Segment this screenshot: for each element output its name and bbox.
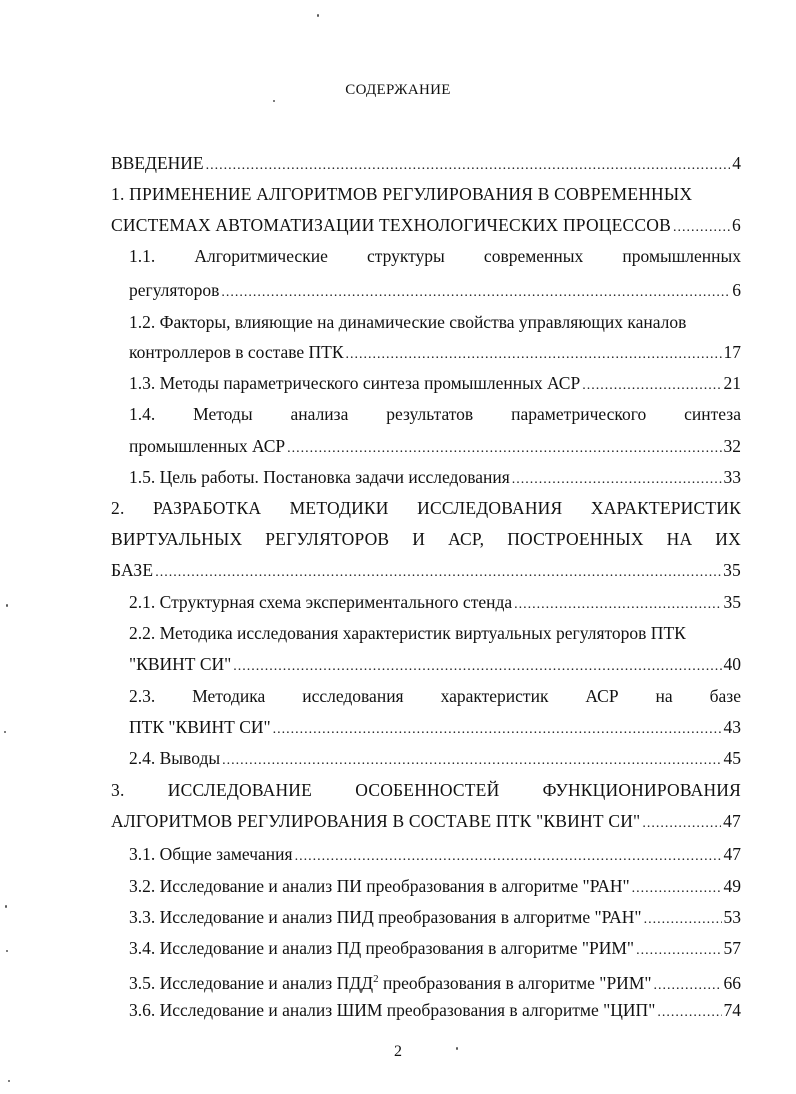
toc-page-number: 66 [723, 972, 741, 993]
toc-page-number: 35 [723, 560, 741, 580]
toc-entry-title: 2.1. Структурная схема экспериментального стенда [129, 592, 513, 612]
superscript: 2 [373, 973, 379, 985]
scan-speck [317, 14, 319, 17]
toc-entry-2-3-line-1[interactable] [129, 683, 741, 709]
toc-entry-3-2[interactable] [129, 873, 741, 899]
toc-word: ИССЛЕДОВАНИЕ [167, 780, 313, 800]
toc-entry-2-4[interactable] [129, 745, 741, 771]
dot-leader [642, 811, 721, 837]
toc-page-number: 43 [723, 717, 741, 737]
toc-entry-3-1[interactable] [129, 841, 741, 867]
toc-title-part: 3.5. Исследование и анализ ПДД [129, 972, 374, 993]
toc-entry-chapter-2-line-2[interactable] [111, 526, 741, 552]
toc-word: ИХ [715, 529, 741, 549]
page-title: СОДЕРЖАНИЕ [345, 82, 451, 98]
toc-page-number: 33 [723, 467, 741, 487]
toc-page-number: 6 [732, 215, 741, 235]
toc-entry-title: 3.6. Исследование и анализ ШИМ преобразования в алгоритме "ЦИП" [129, 1000, 656, 1020]
toc-entry-1-2-line-1[interactable] [129, 309, 741, 335]
toc-entry-2-2-line-1[interactable] [129, 620, 741, 646]
dot-leader [673, 215, 730, 241]
toc-entry-1-4-line-2[interactable] [129, 433, 741, 459]
dot-leader [582, 373, 721, 399]
dot-leader [206, 153, 731, 179]
dot-leader [221, 280, 730, 306]
toc-entry-chapter-2-line-1[interactable] [111, 495, 741, 521]
scan-speck [4, 731, 6, 733]
toc-entry-1-1-line-1[interactable] [129, 243, 741, 269]
toc-word: анализа [290, 404, 349, 424]
toc-entry-3-3[interactable] [129, 904, 741, 930]
toc-entry-title: 1.5. Цель работы. Постановка задачи исследования [129, 467, 510, 487]
toc-entry-chapter-3-line-1[interactable] [111, 777, 741, 803]
toc-word: характеристик [440, 686, 549, 706]
toc-page-number: 35 [723, 592, 741, 612]
toc-page-number: 40 [723, 654, 741, 674]
toc-word: Алгоритмические [194, 246, 328, 266]
dot-leader [514, 592, 721, 618]
toc-entry-title: 3.3. Исследование и анализ ПИД преобразования в алгоритме "РАН" [129, 907, 642, 927]
toc-entry-chapter-1-line-1[interactable] [111, 181, 741, 207]
toc-entry-title: 1.2. Факторы, влияющие на динамические свойства управляющих каналов [129, 312, 687, 332]
toc-entry-title: 1.3. Методы параметрического синтеза промышленных АСР [129, 373, 581, 393]
toc-entry-2-2-line-2[interactable] [129, 651, 741, 677]
toc-entry-title: АЛГОРИТМОВ РЕГУЛИРОВАНИЯ В СОСТАВЕ ПТК "КВИНТ СИ" [111, 811, 641, 831]
toc-word: 1.1. [129, 246, 156, 266]
toc-entry-title: ПТК "КВИНТ СИ" [129, 717, 271, 737]
toc-word: базе [709, 686, 741, 706]
dot-leader [654, 973, 722, 999]
toc-word: структуры [366, 246, 445, 266]
toc-word: параметрического [511, 404, 647, 424]
toc-page-number: 57 [723, 938, 741, 958]
toc-entry-title: 2.4. Выводы [129, 748, 221, 768]
toc-word: ФУНКЦИОНИРОВАНИЯ [542, 780, 741, 800]
dot-leader [295, 844, 722, 870]
toc-word: ОСОБЕННОСТЕЙ [355, 780, 500, 800]
toc-entry-title [129, 966, 652, 996]
toc-page-number: 6 [732, 280, 741, 300]
scan-speck [6, 950, 8, 952]
toc-word: ИССЛЕДОВАНИЯ [417, 498, 563, 518]
toc-word: ХАРАКТЕРИСТИК [590, 498, 741, 518]
toc-page-number: 4 [732, 153, 741, 173]
page-number: 2 [394, 1043, 402, 1060]
toc-page-number: 45 [723, 748, 741, 768]
toc-page-number: 17 [723, 342, 741, 362]
toc-page-number: 47 [723, 811, 741, 831]
toc-entry-title: 3.4. Исследование и анализ ПД преобразования в алгоритме "РИМ" [129, 938, 635, 958]
toc-word: современных [483, 246, 584, 266]
dot-leader [287, 436, 721, 462]
toc-word: И [412, 529, 426, 549]
scan-speck [8, 1080, 10, 1082]
dot-leader [632, 876, 722, 902]
toc-entry-chapter-1-line-2[interactable] [111, 212, 741, 238]
dot-leader [657, 1000, 721, 1026]
toc-word: промышленных [622, 246, 741, 266]
toc-word: 3. [111, 780, 125, 800]
scan-speck [6, 604, 8, 607]
toc-page-number: 49 [723, 876, 741, 896]
toc-entry-1-5[interactable] [129, 464, 741, 490]
toc-word: исследования [302, 686, 404, 706]
dot-leader [155, 560, 721, 586]
toc-entry-title: 3.1. Общие замечания [129, 844, 293, 864]
toc-entry-title: БАЗЕ [111, 560, 154, 580]
toc-entry-title: промышленных АСР [129, 436, 286, 456]
toc-word: РАЗРАБОТКА [153, 498, 262, 518]
dot-leader [644, 907, 722, 933]
toc-page-number: 32 [723, 436, 741, 456]
toc-word: синтеза [684, 404, 741, 424]
dot-leader [346, 342, 722, 368]
toc-entry-1-2-line-2[interactable] [129, 339, 741, 365]
toc-word: 2.3. [129, 686, 156, 706]
toc-entry-3-4[interactable] [129, 935, 741, 961]
dot-leader [636, 938, 721, 964]
toc-word: результатов [386, 404, 474, 424]
toc-entry-3-5[interactable] [129, 966, 741, 992]
toc-entry-chapter-3-line-2[interactable] [111, 808, 741, 834]
toc-word: ПОСТРОЕННЫХ [507, 529, 644, 549]
toc-entry-intro[interactable] [111, 150, 741, 176]
toc-entry-chapter-2-line-3[interactable] [111, 557, 741, 583]
toc-word: на [655, 686, 673, 706]
scan-speck [456, 1047, 458, 1050]
toc-entry-title: 2.2. Методика исследования характеристик виртуальных регуляторов ПТК [129, 623, 686, 643]
toc-page-number: 21 [723, 373, 741, 393]
toc-page-number: 47 [723, 844, 741, 864]
toc-entry-title: ВВЕДЕНИЕ [111, 153, 204, 173]
toc-entry-1-4-line-1[interactable] [129, 401, 741, 427]
toc-word: АСР [585, 686, 619, 706]
dot-leader [273, 717, 722, 743]
toc-entry-1-3[interactable] [129, 370, 741, 396]
toc-entry-1-1-line-2[interactable] [129, 277, 741, 303]
toc-word: ВИРТУАЛЬНЫХ [111, 529, 243, 549]
toc-title-part: преобразования в алгоритме "РИМ" [378, 972, 652, 993]
toc-entry-title: контроллеров в составе ПТК [129, 342, 344, 362]
toc-entry-title: "КВИНТ СИ" [129, 654, 232, 674]
toc-entry-2-3-line-2[interactable] [129, 714, 741, 740]
toc-word: 2. [111, 498, 125, 518]
toc-word: Методика [192, 686, 266, 706]
toc-entry-title: 3.2. Исследование и анализ ПИ преобразования в алгоритме "РАН" [129, 876, 630, 896]
dot-leader [222, 748, 721, 774]
toc-word: МЕТОДИКИ [289, 498, 389, 518]
toc-page-number: 74 [723, 1000, 741, 1020]
toc-word: 1.4. [129, 404, 156, 424]
toc-entry-title: регуляторов [129, 280, 220, 300]
toc-entry-title: СИСТЕМАХ АВТОМАТИЗАЦИИ ТЕХНОЛОГИЧЕСКИХ ПРОЦЕССОВ [111, 215, 671, 235]
toc-word: РЕГУЛЯТОРОВ [265, 529, 390, 549]
dot-leader [512, 467, 722, 493]
toc-page-number: 53 [723, 907, 741, 927]
toc-word: Методы [193, 404, 253, 424]
toc-entry-3-6[interactable] [129, 997, 741, 1023]
scan-speck [5, 905, 7, 908]
toc-entry-2-1[interactable] [129, 589, 741, 615]
toc-entry-title: 1. ПРИМЕНЕНИЕ АЛГОРИТМОВ РЕГУЛИРОВАНИЯ В СОВРЕМЕННЫХ [111, 184, 693, 204]
dot-leader [233, 654, 721, 680]
toc-word: НА [666, 529, 693, 549]
scan-speck [273, 100, 275, 102]
toc-word: АСР, [448, 529, 485, 549]
